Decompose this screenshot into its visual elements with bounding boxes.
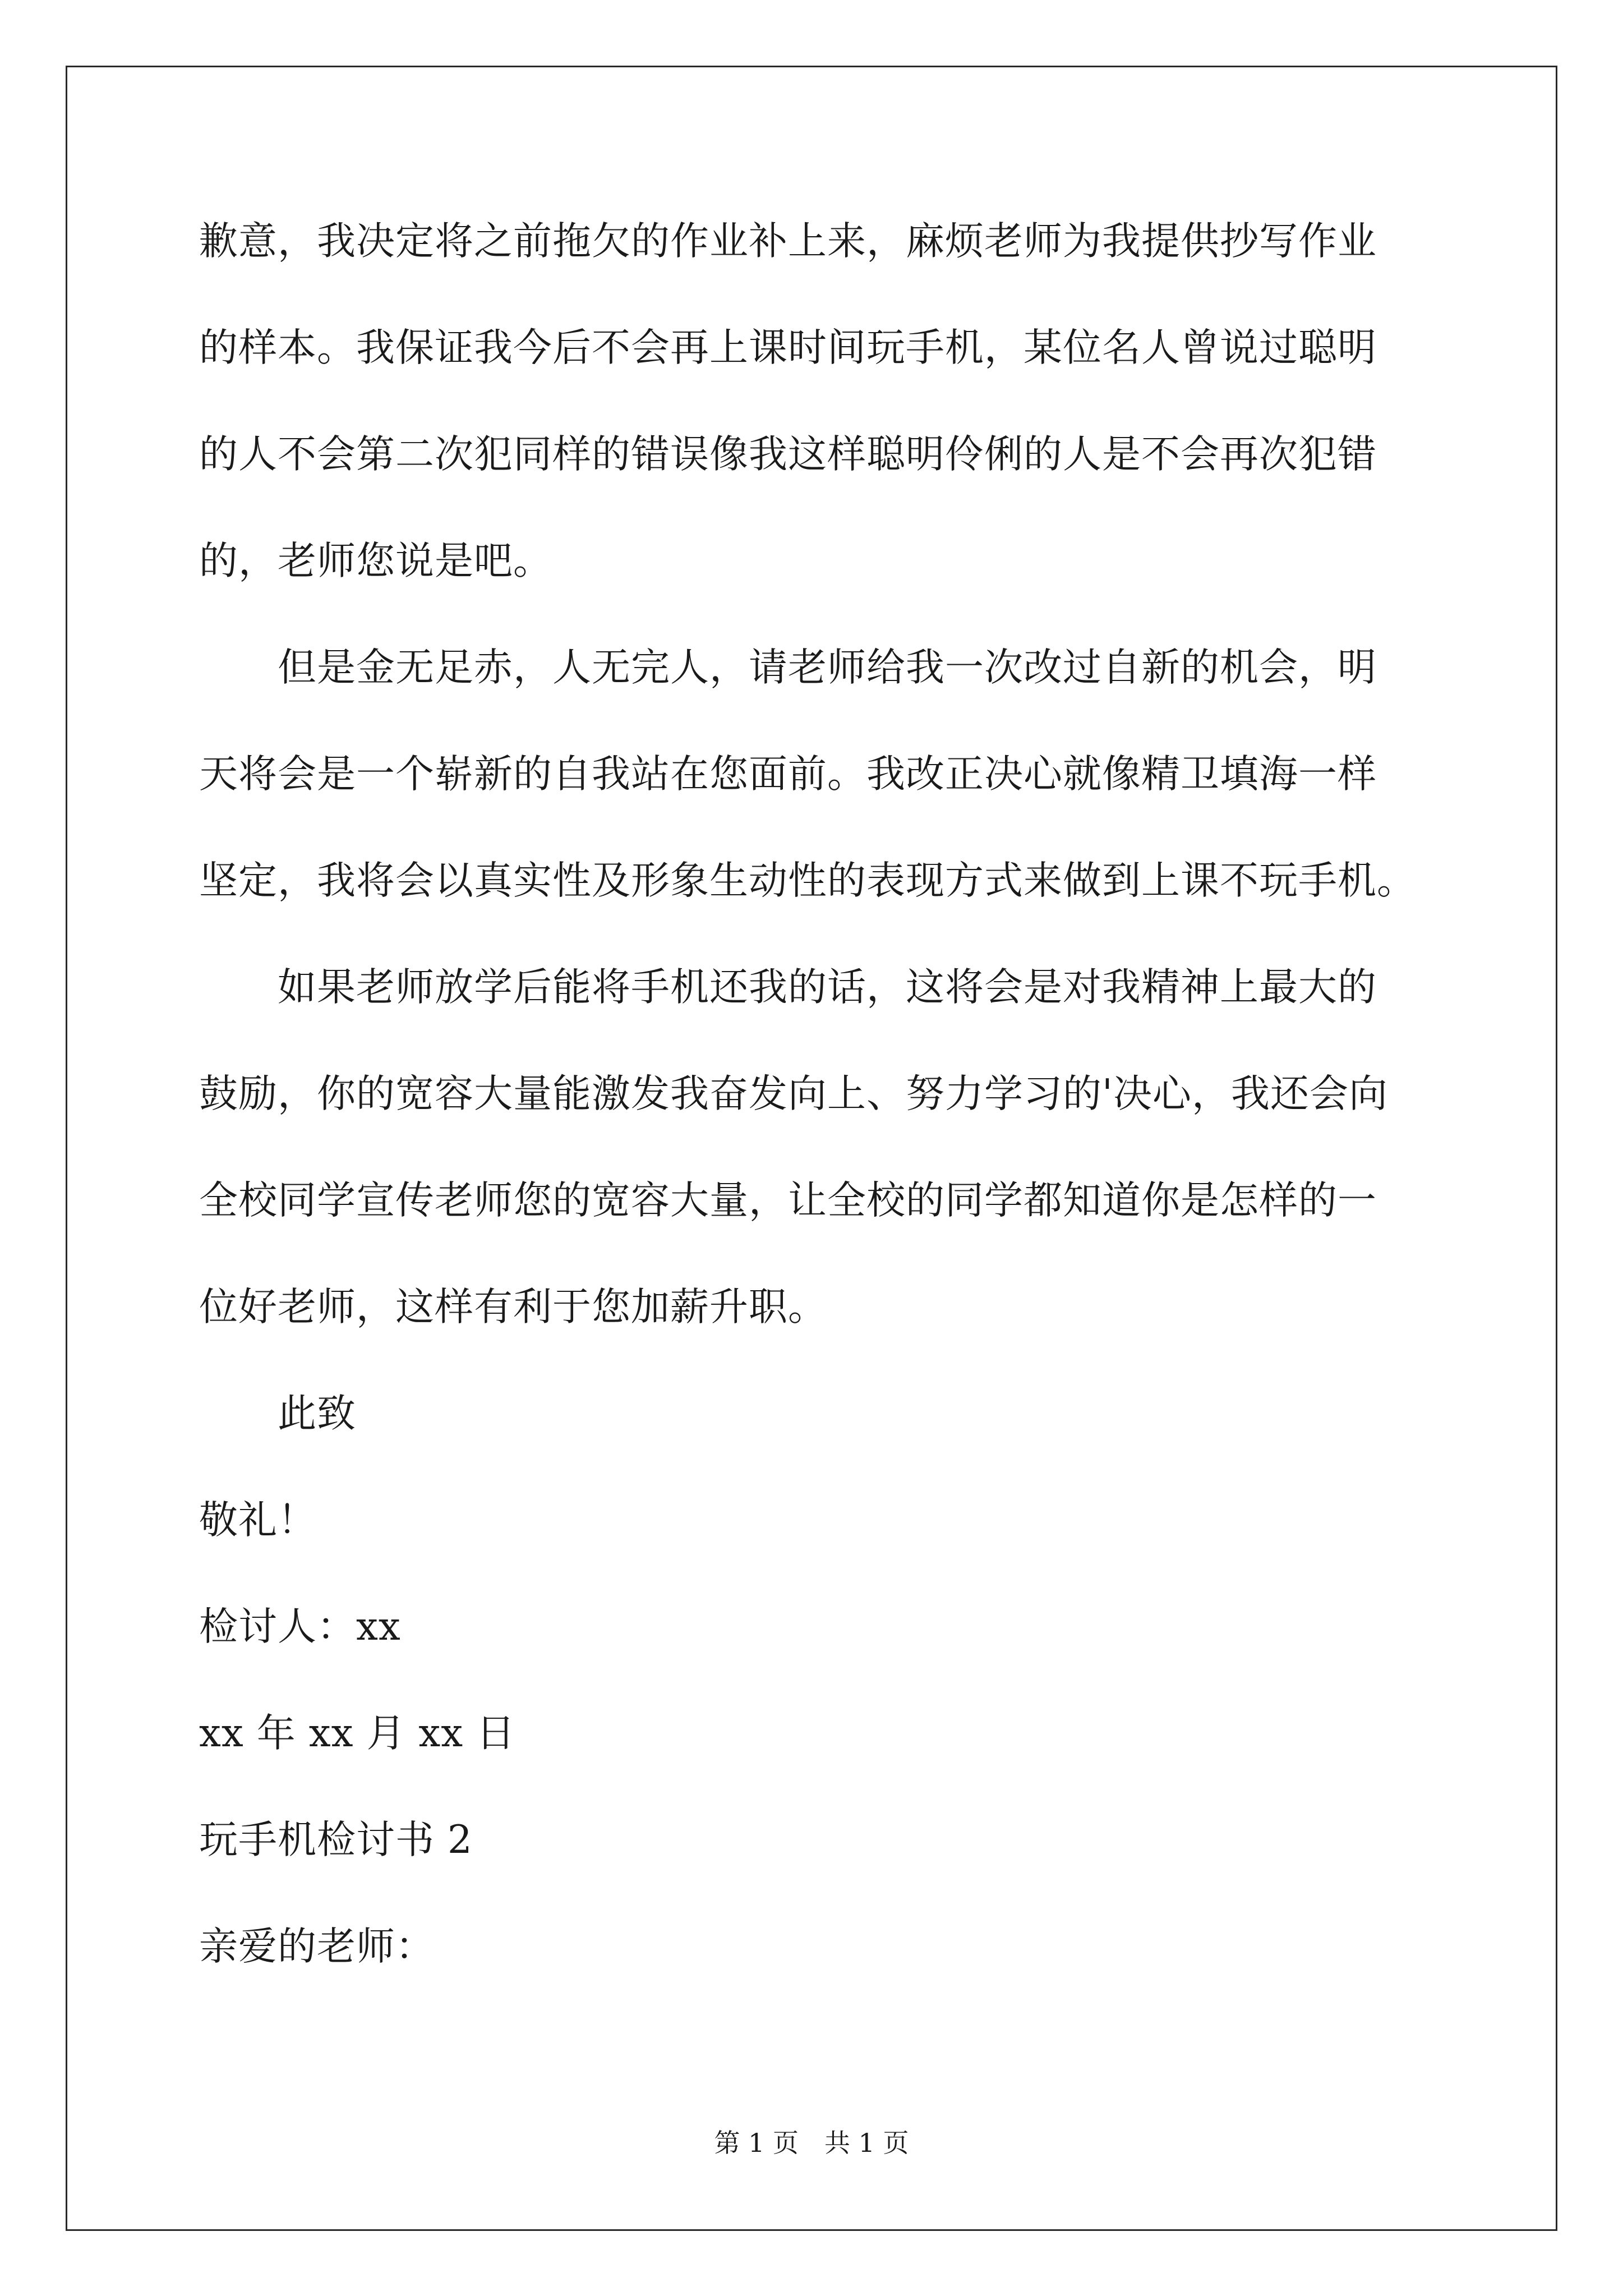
section-title: 玩手机检讨书 2: [199, 1818, 473, 1862]
greeting-line: 亲爱的老师：: [199, 1924, 435, 1969]
date-line: xx 年 xx 月 xx 日: [199, 1711, 516, 1756]
text-line: 的样本。我保证我今后不会再上课时间玩手机，某位名人曾说过聪明: [199, 325, 1377, 370]
text-line: 但是金无足赤，人无完人，请老师给我一次改过自新的机会，明: [199, 645, 1377, 690]
closing-line: 此致: [199, 1391, 356, 1436]
text-line: 全校同学宣传老师您的宽容大量，让全校的同学都知道你是怎样的一: [199, 1178, 1377, 1223]
page-border: [66, 66, 1557, 2231]
text-line: 歉意，我决定将之前拖欠的作业补上来，麻烦老师为我提供抄写作业: [199, 219, 1377, 264]
text-line: 的，老师您说是吧。: [199, 539, 552, 583]
signature-line: 检讨人：xx: [199, 1604, 401, 1649]
text-line: 位好老师，这样有利于您加薪升职。: [199, 1285, 827, 1329]
page-footer: 第 1 页 共 1 页: [714, 2128, 909, 2158]
salutation-line: 敬礼！: [199, 1498, 317, 1543]
text-line: 的人不会第二次犯同样的错误像我这样聪明伶俐的人是不会再次犯错: [199, 432, 1377, 477]
text-line: 鼓励，你的宽容大量能激发我奋发向上、努力学习的'决心，我还会向: [199, 1071, 1388, 1116]
text-line: 如果老师放学后能将手机还我的话，这将会是对我精神上最大的: [199, 965, 1377, 1010]
text-line: 天将会是一个崭新的自我站在您面前。我改正决心就像精卫填海一样: [199, 752, 1377, 797]
text-line: 坚定，我将会以真实性及形象生动性的表现方式来做到上课不玩手机。: [199, 858, 1416, 903]
